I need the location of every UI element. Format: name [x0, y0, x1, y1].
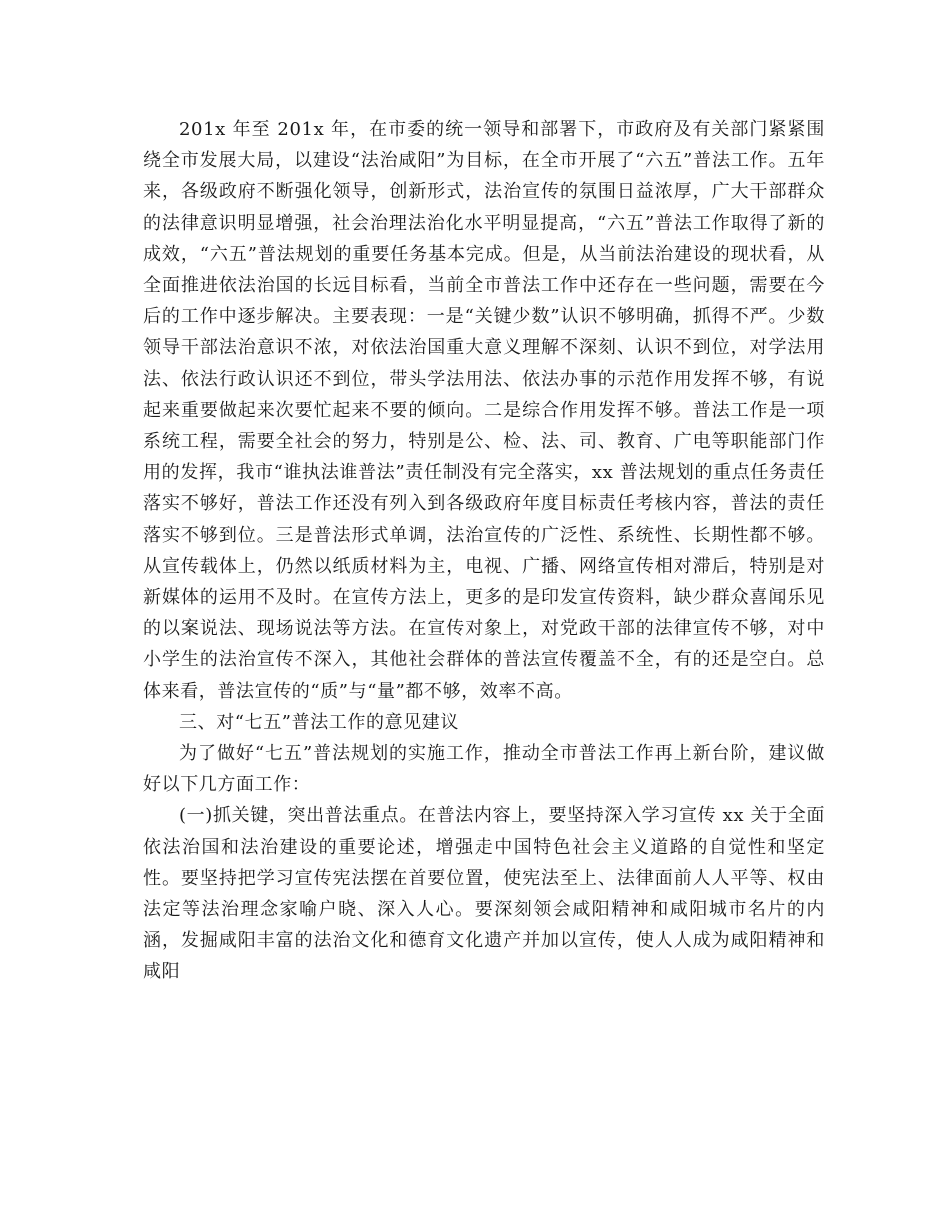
- body-paragraph-2: 为了做好“七五”普法规划的实施工作，推动全市普法工作再上新台阶，建议做好以下几方面工作：: [143, 743, 825, 796]
- section-heading: 三、对“七五”普法工作的意见建议: [179, 711, 460, 733]
- body-paragraph-1: 201x 年至 201x 年，在市委的统一领导和部署下，市政府及有关部门紧紧围绕全市发展大局，以建设“法治咸阳”为目标，在全市开展了“六五”普法工作。五年来，各级政府不断强化领导，创新形式，法治宣传的氛围日益浓厚，广大干部群众的法律意识明显增强，社会治理法治化水平明显提高，“六五”普法工作取得了新的成效，“六五”普法规划的重要任务基本完成。但是，从当前法治建设的现状看，从全面推进依法治国的长远目标看，当前全市普法工作中还存在一些问题，需要在今后的工作中逐步解决。主要表现：一是“关键少数”认识不够明确，抓得不严。少数领导干部法治意识不浓，对依法治国重大意义理解不深刻、认识不到位，对学法用法、依法行政认识还不到位，带头学法用法、依法办事的示范作用发挥不够，有说起来重要做起来次要忙起来不要的倾向。二是综合作用发挥不够。普法工作是一项系统工程，需要全社会的努力，特别是公、检、法、司、教育、广电等职能部门作用的发挥，我市“谁执法谁普法”责任制没有完全落实，xx 普法规划的重点任务责任落实不够好，普法工作还没有列入到各级政府年度目标责任考核内容，普法的责任落实不够到位。三是普法形式单调，法治宣传的广泛性、系统性、长期性都不够。从宣传载体上，仍然以纸质材料为主，电视、广播、网络宣传相对滞后，特别是对新媒体的运用不及时。在宣传方法上，更多的是印发宣传资料，缺少群众喜闻乐见的以案说法、现场说法等方法。在宣传对象上，对党政干部的法律宣传不够，对中小学生的法治宣传不深入，其他社会群体的普法宣传覆盖不全，有的还是空白。总体来看，普法宣传的“质”与“量”都不够，效率不高。: [143, 119, 825, 702]
- body-paragraph-3: (一)抓关键，突出普法重点。在普法内容上，要坚持深入学习宣传 xx 关于全面依法治国和法治建设的重要论述，增强走中国特色社会主义道路的自觉性和坚定性。要坚持把学习宣传宪法摆在首要位置，使宪法至上、法律面前人人平等、权由法定等法治理念家喻户晓、深入人心。要深刻领会咸阳精神和咸阳城市名片的内涵，发掘咸阳丰富的法治文化和德育文化遗产并加以宣传，使人人成为咸阳精神和咸阳: [143, 805, 825, 983]
